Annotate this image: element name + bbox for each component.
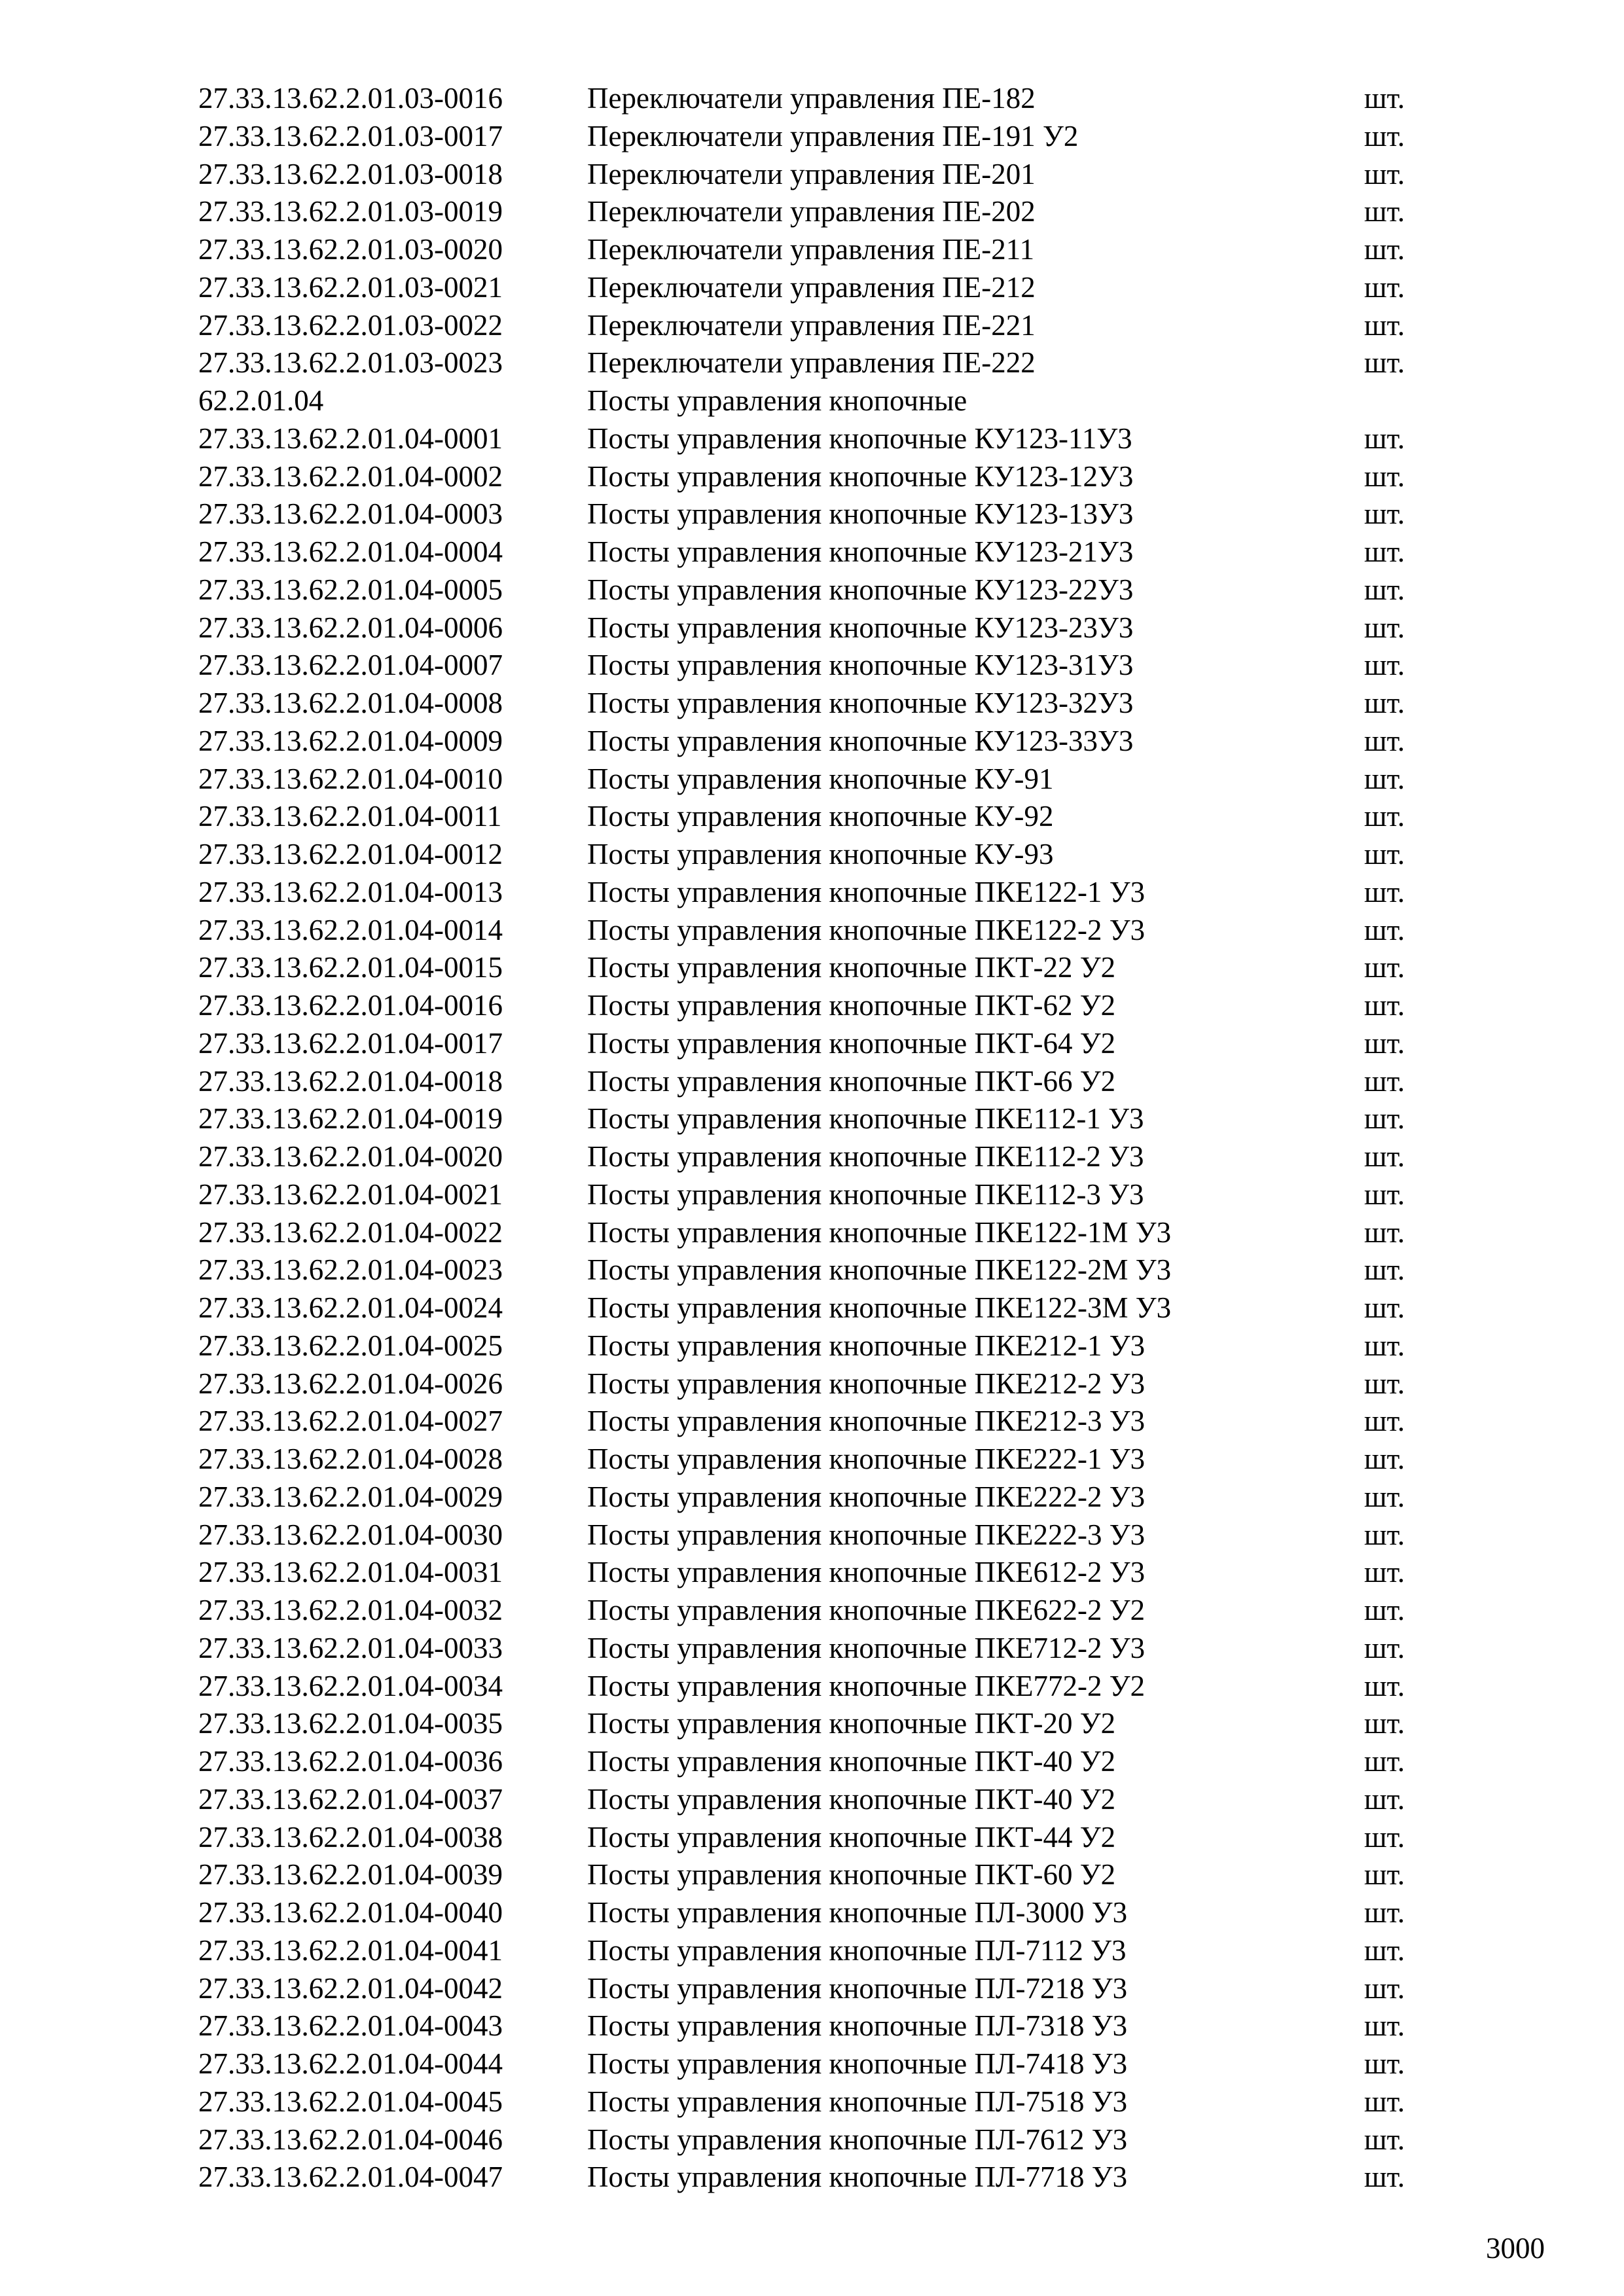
table-row <box>0 1819 1624 1857</box>
table-row <box>0 1592 1624 1630</box>
row-name: Переключатели управления ПЕ-182 <box>587 82 1036 115</box>
row-name: Посты управления кнопочные ПКЕ122-2М У3 <box>587 1253 1172 1287</box>
row-unit: шт. <box>1364 1140 1405 1173</box>
row-unit: шт. <box>1364 2123 1405 2156</box>
table-row <box>0 1894 1624 1932</box>
row-name: Посты управления кнопочные ПКЕ122-3М У3 <box>587 1291 1172 1324</box>
row-name: Переключатели управления ПЕ-222 <box>587 346 1036 380</box>
row-unit: шт. <box>1364 1933 1405 1967</box>
row-name: Посты управления кнопочные ПКТ-40 У2 <box>587 1745 1116 1778</box>
row-unit: шт. <box>1364 951 1405 984</box>
row-unit: шт. <box>1364 1253 1405 1287</box>
table-row <box>0 987 1624 1025</box>
row-unit: шт. <box>1364 422 1405 455</box>
row-name: Посты управления кнопочные ПЛ-7318 У3 <box>587 2009 1128 2043</box>
row-code: 27.33.13.62.2.01.04-0019 <box>198 1102 503 1136</box>
table-row <box>0 949 1624 987</box>
row-name: Посты управления кнопочные КУ123-32У3 <box>587 687 1134 719</box>
row-unit: шт. <box>1364 800 1405 833</box>
row-code: 27.33.13.62.2.01.04-0039 <box>198 1858 503 1892</box>
table-row <box>0 344 1624 382</box>
row-name: Посты управления кнопочные КУ123-33У3 <box>587 724 1134 757</box>
row-unit: шт. <box>1364 913 1405 946</box>
table-row <box>0 1970 1624 2008</box>
row-name: Посты управления кнопочные ПКЕ212-3 У3 <box>587 1405 1146 1438</box>
row-name: Посты управления кнопочные КУ123-22У3 <box>587 573 1134 606</box>
row-code: 27.33.13.62.2.01.04-0016 <box>198 989 503 1022</box>
row-name: Посты управления кнопочные ПКЕ122-1 У3 <box>587 875 1146 908</box>
row-code: 27.33.13.62.2.01.04-0040 <box>198 1896 503 1929</box>
row-name: Посты управления кнопочные ПКЕ112-3 У3 <box>587 1177 1144 1211</box>
row-name: Посты управления кнопочные ПКТ-40 У2 <box>587 1782 1116 1816</box>
row-unit: шт. <box>1364 2161 1405 2194</box>
row-name: Посты управления кнопочные КУ123-31У3 <box>587 649 1134 682</box>
row-code: 27.33.13.62.2.01.04-0041 <box>198 1933 503 1967</box>
row-name: Посты управления кнопочные ПКЕ622-2 У2 <box>587 1594 1146 1626</box>
row-unit: шт. <box>1364 1405 1405 1438</box>
row-code: 27.33.13.62.2.01.04-0043 <box>198 2009 503 2043</box>
row-name: Переключатели управления ПЕ-211 <box>587 233 1035 266</box>
row-code: 27.33.13.62.2.01.03-0016 <box>198 82 503 115</box>
row-code: 27.33.13.62.2.01.03-0023 <box>198 346 503 380</box>
table-row <box>0 1289 1624 1327</box>
row-unit: шт. <box>1364 1782 1405 1816</box>
row-name: Посты управления кнопочные ПКЕ222-2 У3 <box>587 1480 1146 1513</box>
row-code: 27.33.13.62.2.01.04-0025 <box>198 1329 503 1362</box>
row-unit: шт. <box>1364 573 1405 606</box>
row-code: 27.33.13.62.2.01.04-0032 <box>198 1594 503 1626</box>
row-name: Посты управления кнопочные <box>587 384 967 417</box>
table-row <box>0 231 1624 269</box>
row-code: 27.33.13.62.2.01.04-0009 <box>198 724 503 757</box>
row-code: 27.33.13.62.2.01.04-0018 <box>198 1064 503 1098</box>
row-code: 27.33.13.62.2.01.03-0020 <box>198 233 503 266</box>
table-row <box>0 1138 1624 1176</box>
table-row <box>0 1781 1624 1819</box>
row-code: 27.33.13.62.2.01.04-0042 <box>198 1971 503 2005</box>
row-code: 27.33.13.62.2.01.04-0034 <box>198 1669 503 1702</box>
row-code: 27.33.13.62.2.01.04-0017 <box>198 1026 503 1060</box>
table-row <box>0 761 1624 798</box>
row-code: 27.33.13.62.2.01.04-0030 <box>198 1518 503 1551</box>
row-name: Посты управления кнопочные ПКЕ222-3 У3 <box>587 1518 1146 1551</box>
row-unit: шт. <box>1364 687 1405 719</box>
row-name: Посты управления кнопочные ПКЕ212-1 У3 <box>587 1329 1146 1362</box>
row-unit: шт. <box>1364 1820 1405 1854</box>
row-unit: шт. <box>1364 1971 1405 2005</box>
row-name: Посты управления кнопочные ПЛ-7112 У3 <box>587 1933 1127 1967</box>
row-name: Посты управления кнопочные КУ-92 <box>587 800 1054 833</box>
row-code: 27.33.13.62.2.01.04-0015 <box>198 951 503 984</box>
table-row <box>0 836 1624 874</box>
table-row <box>0 1251 1624 1289</box>
table-row <box>0 1668 1624 1706</box>
table-row <box>0 798 1624 836</box>
row-unit: шт. <box>1364 611 1405 644</box>
table-row <box>0 382 1624 420</box>
row-code: 27.33.13.62.2.01.04-0026 <box>198 1367 503 1400</box>
row-unit: шт. <box>1364 838 1405 870</box>
row-name: Переключатели управления ПЕ-201 <box>587 157 1036 190</box>
row-name: Посты управления кнопочные ПКЕ712-2 У3 <box>587 1631 1146 1664</box>
table-row <box>0 420 1624 458</box>
row-name: Посты управления кнопочные ПКЕ612-2 У3 <box>587 1556 1146 1589</box>
row-name: Посты управления кнопочные ПКТ-62 У2 <box>587 989 1116 1022</box>
table-row <box>0 1856 1624 1894</box>
table-row <box>0 1554 1624 1592</box>
table-row <box>0 1932 1624 1970</box>
row-unit: шт. <box>1364 724 1405 757</box>
row-code: 27.33.13.62.2.01.04-0045 <box>198 2085 503 2118</box>
row-unit: шт. <box>1364 1215 1405 1249</box>
table-row <box>0 2007 1624 2045</box>
table-row <box>0 685 1624 723</box>
table-row <box>0 2159 1624 2197</box>
table-row <box>0 2121 1624 2159</box>
row-name: Посты управления кнопочные ПЛ-7518 У3 <box>587 2085 1128 2118</box>
table-row <box>0 2045 1624 2083</box>
row-name: Посты управления кнопочные ПКТ-64 У2 <box>587 1026 1116 1060</box>
table-row <box>0 1630 1624 1668</box>
row-unit: шт. <box>1364 1745 1405 1778</box>
row-unit: шт. <box>1364 2047 1405 2080</box>
table-row <box>0 307 1624 345</box>
row-name: Посты управления кнопочные ПЛ-7218 У3 <box>587 1971 1128 2005</box>
row-code: 27.33.13.62.2.01.04-0047 <box>198 2161 503 2194</box>
table-row <box>0 1705 1624 1743</box>
table-row <box>0 1743 1624 1781</box>
row-code: 27.33.13.62.2.01.03-0017 <box>198 119 503 152</box>
row-name: Посты управления кнопочные ПКТ-60 У2 <box>587 1858 1116 1892</box>
table-row <box>0 2083 1624 2121</box>
row-code: 27.33.13.62.2.01.04-0008 <box>198 687 503 719</box>
row-unit: шт. <box>1364 1858 1405 1892</box>
row-unit: шт. <box>1364 1443 1405 1475</box>
row-name: Переключатели управления ПЕ-212 <box>587 270 1036 304</box>
table-row <box>0 1214 1624 1252</box>
row-name: Переключатели управления ПЕ-221 <box>587 308 1036 342</box>
table-row <box>0 269 1624 307</box>
row-code: 27.33.13.62.2.01.04-0046 <box>198 2123 503 2156</box>
row-code: 27.33.13.62.2.01.04-0002 <box>198 459 503 493</box>
row-name: Посты управления кнопочные КУ123-21У3 <box>587 535 1134 568</box>
row-name: Посты управления кнопочные ПКТ-20 У2 <box>587 1707 1116 1740</box>
table-row <box>0 1176 1624 1214</box>
table-row <box>0 1327 1624 1365</box>
row-name: Посты управления кнопочные КУ123-12У3 <box>587 459 1134 493</box>
row-unit: шт. <box>1364 649 1405 682</box>
row-code: 27.33.13.62.2.01.04-0004 <box>198 535 503 568</box>
row-code: 27.33.13.62.2.01.04-0003 <box>198 497 503 531</box>
table-row <box>0 156 1624 194</box>
row-code: 27.33.13.62.2.01.03-0019 <box>198 195 503 228</box>
table-row <box>0 1365 1624 1403</box>
row-code: 27.33.13.62.2.01.04-0020 <box>198 1140 503 1173</box>
table-row <box>0 80 1624 118</box>
row-name: Посты управления кнопочные ПЛ-7418 У3 <box>587 2047 1128 2080</box>
row-name: Посты управления кнопочные ПКЕ772-2 У2 <box>587 1669 1146 1702</box>
row-code: 27.33.13.62.2.01.04-0013 <box>198 875 503 908</box>
row-unit: шт. <box>1364 1631 1405 1664</box>
row-code: 27.33.13.62.2.01.04-0005 <box>198 573 503 606</box>
row-name: Посты управления кнопочные КУ-91 <box>587 762 1054 795</box>
row-unit: шт. <box>1364 1669 1405 1702</box>
table-row <box>0 912 1624 950</box>
row-unit: шт. <box>1364 989 1405 1022</box>
row-name: Посты управления кнопочные КУ-93 <box>587 838 1054 870</box>
row-name: Посты управления кнопочные ПКЕ122-1М У3 <box>587 1215 1172 1249</box>
row-code: 27.33.13.62.2.01.04-0028 <box>198 1443 503 1475</box>
row-name: Посты управления кнопочные ПКЕ112-2 У3 <box>587 1140 1144 1173</box>
row-code: 27.33.13.62.2.01.04-0038 <box>198 1820 503 1854</box>
row-unit: шт. <box>1364 1026 1405 1060</box>
row-code: 27.33.13.62.2.01.04-0006 <box>198 611 503 644</box>
row-unit: шт. <box>1364 1102 1405 1136</box>
row-unit: шт. <box>1364 1518 1405 1551</box>
row-unit: шт. <box>1364 233 1405 266</box>
table-row <box>0 647 1624 685</box>
row-unit: шт. <box>1364 1291 1405 1324</box>
row-name: Посты управления кнопочные ПКЕ212-2 У3 <box>587 1367 1146 1400</box>
row-unit: шт. <box>1364 1594 1405 1626</box>
row-code: 27.33.13.62.2.01.04-0033 <box>198 1631 503 1664</box>
row-unit: шт. <box>1364 270 1405 304</box>
row-name: Переключатели управления ПЕ-191 У2 <box>587 119 1079 152</box>
row-unit: шт. <box>1364 308 1405 342</box>
table-row <box>0 193 1624 231</box>
row-code: 27.33.13.62.2.01.04-0036 <box>198 1745 503 1778</box>
row-code: 27.33.13.62.2.01.03-0021 <box>198 270 503 304</box>
row-unit: шт. <box>1364 195 1405 228</box>
row-name: Посты управления кнопочные ПКЕ122-2 У3 <box>587 913 1146 946</box>
table-row <box>0 458 1624 496</box>
row-name: Посты управления кнопочные ПЛ-3000 У3 <box>587 1896 1128 1929</box>
row-name: Посты управления кнопочные КУ123-11У3 <box>587 422 1132 455</box>
table-row <box>0 495 1624 533</box>
row-code: 27.33.13.62.2.01.04-0011 <box>198 800 502 833</box>
row-code: 27.33.13.62.2.01.04-0029 <box>198 1480 503 1513</box>
table-row <box>0 1516 1624 1554</box>
row-code: 27.33.13.62.2.01.04-0037 <box>198 1782 503 1816</box>
row-code: 27.33.13.62.2.01.04-0024 <box>198 1291 503 1324</box>
row-unit: шт. <box>1364 1896 1405 1929</box>
table-row <box>0 609 1624 647</box>
price-list-table <box>0 80 1624 2197</box>
row-unit: шт. <box>1364 2085 1405 2118</box>
row-unit: шт. <box>1364 459 1405 493</box>
row-code: 27.33.13.62.2.01.04-0021 <box>198 1177 503 1211</box>
row-code: 27.33.13.62.2.01.04-0012 <box>198 838 503 870</box>
table-row <box>0 1441 1624 1479</box>
row-unit: шт. <box>1364 1556 1405 1589</box>
row-name: Переключатели управления ПЕ-202 <box>587 195 1036 228</box>
row-code: 27.33.13.62.2.01.04-0023 <box>198 1253 503 1287</box>
table-row <box>0 723 1624 761</box>
row-name: Посты управления кнопочные КУ123-13У3 <box>587 497 1134 531</box>
row-name: Посты управления кнопочные КУ123-23У3 <box>587 611 1134 644</box>
row-unit: шт. <box>1364 82 1405 115</box>
row-unit: шт. <box>1364 497 1405 531</box>
table-row <box>0 874 1624 912</box>
row-code: 27.33.13.62.2.01.04-0035 <box>198 1707 503 1740</box>
row-unit: шт. <box>1364 346 1405 380</box>
table-row <box>0 571 1624 609</box>
row-name: Посты управления кнопочные ПКТ-66 У2 <box>587 1064 1116 1098</box>
table-row <box>0 1063 1624 1101</box>
row-code: 27.33.13.62.2.01.04-0014 <box>198 913 503 946</box>
row-unit: шт. <box>1364 1064 1405 1098</box>
row-unit: шт. <box>1364 535 1405 568</box>
table-row <box>0 118 1624 156</box>
row-name: Посты управления кнопочные ПКЕ112-1 У3 <box>587 1102 1144 1136</box>
row-name: Посты управления кнопочные ПКТ-22 У2 <box>587 951 1116 984</box>
row-unit: шт. <box>1364 1707 1405 1740</box>
row-unit: шт. <box>1364 157 1405 190</box>
row-code: 27.33.13.62.2.01.04-0027 <box>198 1405 503 1438</box>
table-row <box>0 533 1624 571</box>
row-name: Посты управления кнопочные ПЛ-7612 У3 <box>587 2123 1128 2156</box>
row-name: Посты управления кнопочные ПКТ-44 У2 <box>587 1820 1116 1854</box>
row-unit: шт. <box>1364 1480 1405 1513</box>
table-row <box>0 1479 1624 1516</box>
row-code: 27.33.13.62.2.01.04-0022 <box>198 1215 503 1249</box>
row-unit: шт. <box>1364 1329 1405 1362</box>
row-code: 27.33.13.62.2.01.03-0022 <box>198 308 503 342</box>
row-unit: шт. <box>1364 875 1405 908</box>
row-name: Посты управления кнопочные ПЛ-7718 У3 <box>587 2161 1128 2194</box>
row-name: Посты управления кнопочные ПКЕ222-1 У3 <box>587 1443 1146 1475</box>
row-unit: шт. <box>1364 2009 1405 2043</box>
row-code: 27.33.13.62.2.01.04-0007 <box>198 649 503 682</box>
row-code: 27.33.13.62.2.01.03-0018 <box>198 157 503 190</box>
row-code: 62.2.01.04 <box>198 384 324 417</box>
table-row <box>0 1025 1624 1063</box>
row-unit: шт. <box>1364 762 1405 795</box>
row-unit: шт. <box>1364 1177 1405 1211</box>
row-code: 27.33.13.62.2.01.04-0044 <box>198 2047 503 2080</box>
table-row <box>0 1100 1624 1138</box>
page-number: 3000 <box>1486 2232 1545 2265</box>
row-code: 27.33.13.62.2.01.04-0010 <box>198 762 503 795</box>
row-unit: шт. <box>1364 1367 1405 1400</box>
row-code: 27.33.13.62.2.01.04-0031 <box>198 1556 503 1589</box>
table-row <box>0 1403 1624 1441</box>
row-code: 27.33.13.62.2.01.04-0001 <box>198 422 503 455</box>
row-unit: шт. <box>1364 119 1405 152</box>
